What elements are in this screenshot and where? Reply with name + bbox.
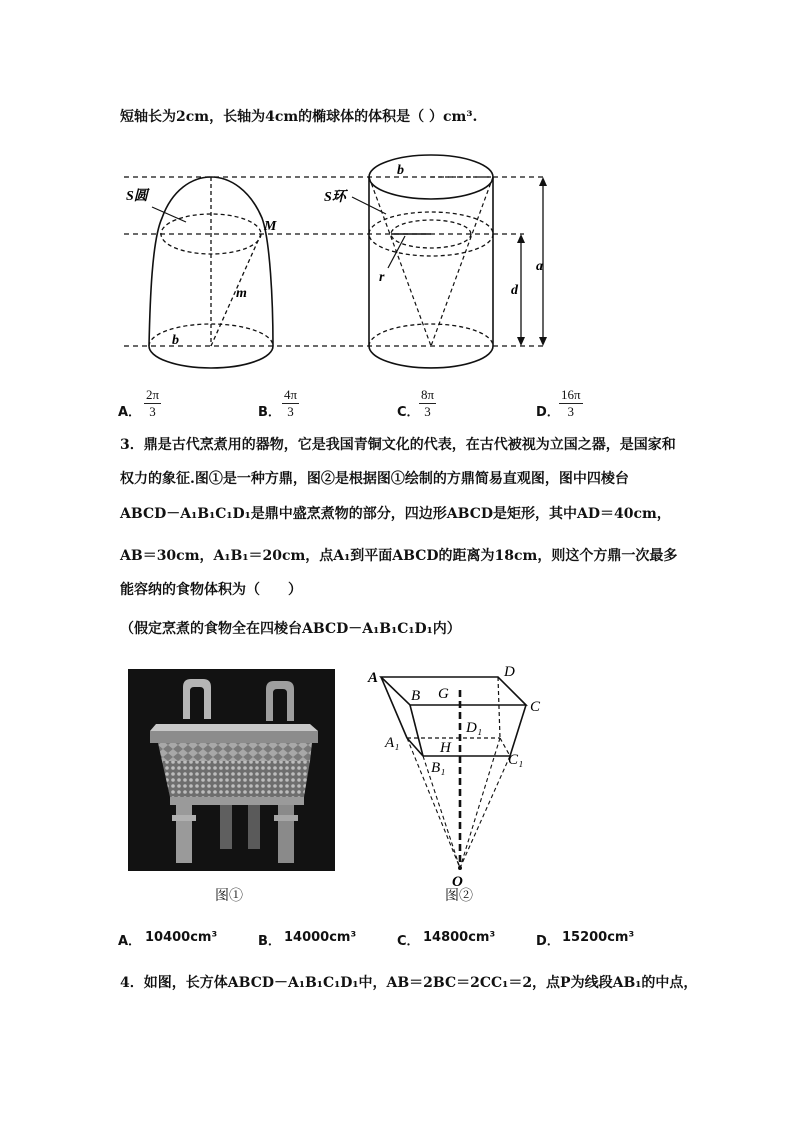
q2-option-b-value: $\frac{4\pi}{3}$: [284, 387, 298, 419]
label-b-top: b: [397, 163, 404, 178]
vertex-d1: D₁: [466, 720, 483, 736]
q3-note: （假定烹煮的食物全在四棱台ABCD－A₁B₁C₁D₁内）: [120, 621, 461, 637]
label-s-circle: S圆: [126, 189, 148, 204]
label-m-length: m: [236, 286, 247, 301]
q3-option-d-letter: D．: [536, 934, 560, 949]
point-h: H: [440, 740, 451, 756]
vertex-a: A: [368, 670, 379, 686]
point-g: G: [438, 686, 449, 702]
q3-option-a-letter: A．: [118, 934, 142, 949]
q3-option-d-value: 15200cm³: [562, 930, 635, 945]
vertex-b: B: [411, 688, 421, 704]
q2-option-b-letter: B．: [258, 405, 281, 420]
q3-option-a-value: 10400cm³: [145, 930, 218, 945]
vertex-c: C: [530, 699, 541, 715]
vertex-c1: C₁: [508, 752, 524, 768]
q3-option-c-letter: C．: [397, 934, 420, 949]
label-b-left: b: [172, 333, 179, 348]
q3-line-3: ABCD－A₁B₁C₁D₁是鼎中盛烹煮物的部分，四边形ABCD是矩形，其中AD＝40cm，: [120, 506, 671, 522]
q2-option-a-letter: A．: [118, 405, 142, 420]
fig2-caption: 图②: [445, 888, 473, 904]
label-a: a: [536, 259, 543, 274]
fig1-caption: 图①: [215, 888, 243, 904]
label-r: r: [379, 270, 385, 285]
q3-line-2: 权力的象征.图①是一种方鼎，图②是根据图①绘制的方鼎简易直观图，图中四棱台: [120, 471, 629, 487]
q4-line-1: 4．如图，长方体ABCD－A₁B₁C₁D₁中，AB＝2BC＝2CC₁＝2，点P为线段AB₁的中点，: [120, 975, 698, 991]
q3-option-b-value: 14000cm³: [284, 930, 357, 945]
q3-option-b-letter: B．: [258, 934, 281, 949]
vertex-a1: A₁: [385, 735, 400, 751]
q2-option-a-value: $\frac{2\pi}{3}$: [146, 387, 160, 419]
vertex-d: D: [504, 664, 515, 680]
q2-intro-text: 短轴长为2cm，长轴为4cm的椭球体的体积是（ ）cm³.: [120, 109, 478, 125]
label-d: d: [511, 283, 518, 298]
vertex-b1: B₁: [431, 760, 446, 776]
q2-option-d-letter: D．: [536, 405, 560, 420]
q2-option-c-value: $\frac{8\pi}{3}$: [421, 387, 435, 419]
q3-line-5: 能容纳的食物体积为（ ）: [120, 582, 302, 598]
apex-o: O: [452, 874, 463, 890]
label-m-point: M: [264, 219, 277, 234]
q2-option-c-letter: C．: [397, 405, 420, 420]
q3-line-1: 3．鼎是古代烹煮用的器物，它是我国青铜文化的代表，在古代被视为立国之器，是国家和: [120, 437, 676, 453]
q2-option-d-value: $\frac{16\pi}{3}$: [561, 387, 581, 419]
label-s-ring: S环: [324, 190, 346, 205]
q3-option-c-value: 14800cm³: [423, 930, 496, 945]
q3-line-4: AB＝30cm，A₁B₁＝20cm，点A₁到平面ABCD的距离为18cm，则这个方鼎一次最多: [120, 548, 678, 564]
